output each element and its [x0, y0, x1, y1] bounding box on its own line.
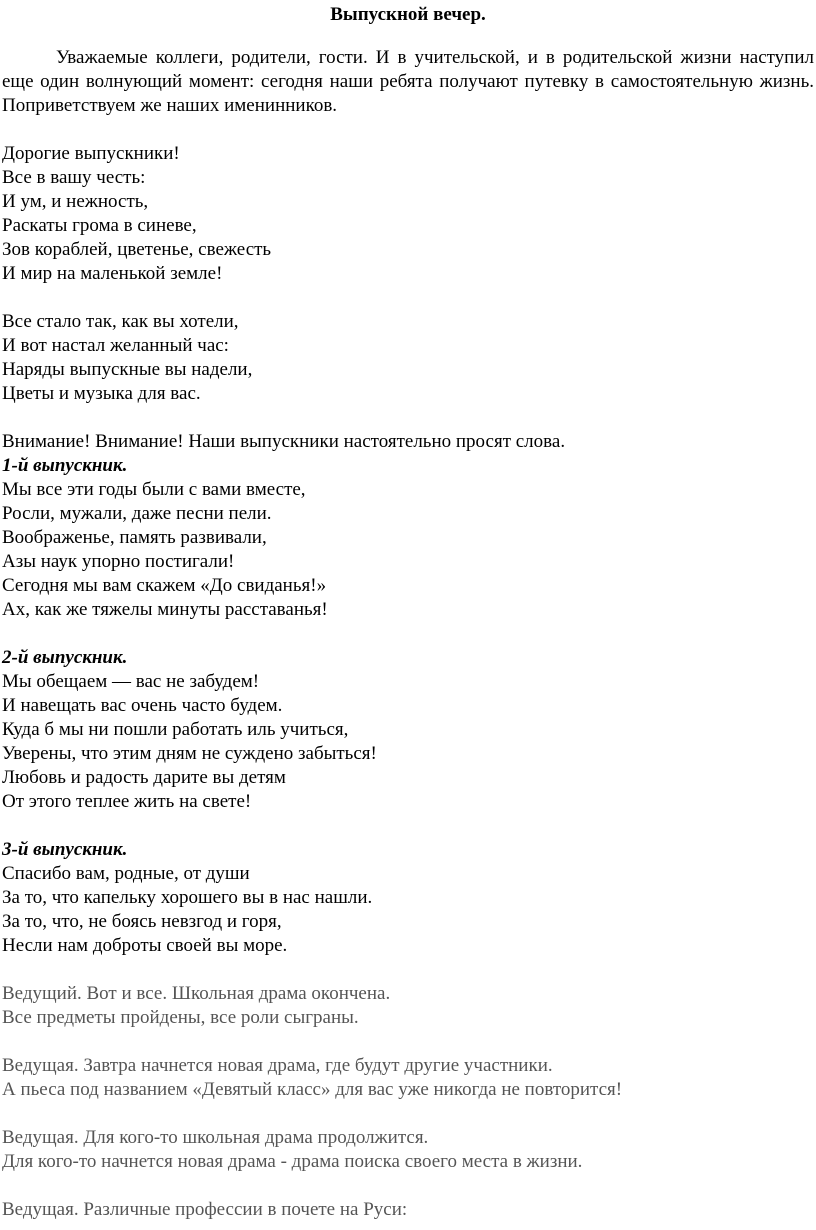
host-section-3	[2, 1126, 814, 1174]
verse-line: Куда б мы ни пошли работать иль учиться,	[2, 719, 349, 740]
verse-line: Несли нам доброты своей вы море.	[2, 935, 288, 956]
verse-line: Зов кораблей, цветенье, свежесть	[2, 239, 272, 260]
verse-line: Раскаты грома в синеве,	[2, 215, 197, 236]
verse-line: Цветы и музыка для вас.	[2, 383, 201, 404]
intro-paragraph: Уважаемые коллеги, родители, гости. И в учительской, и в родительской жизни наступил еще один волнующий момент: сегодня наши ребята получают путевку в самостоятельную жизнь. Поприветствуем же наших именинников.	[2, 47, 814, 116]
graduate-2-section	[2, 646, 814, 814]
graduate-1-section	[2, 430, 814, 622]
document-title: Выпускной вечер.	[330, 4, 486, 25]
verse-line: Ах, как же тяжелы минуты расставанья!	[2, 599, 328, 620]
verse-line: Дорогие выпускники!	[2, 143, 180, 164]
verse-line: Сегодня мы вам скажем «До свиданья!»	[2, 575, 327, 596]
host-line: Ведущая. Завтра начнется новая драма, где будут другие участники.	[2, 1055, 553, 1076]
host-line: Для кого-то начнется новая драма - драма поиска своего места в жизни.	[2, 1151, 583, 1172]
host-section-4	[2, 1198, 814, 1222]
graduate-2-label: 2-й выпускник.	[2, 647, 128, 668]
verse-line: Азы наук упорно постигали!	[2, 551, 235, 572]
verse-line: Наряды выпускные вы надели,	[2, 359, 253, 380]
host-line: Ведущая. Различные профессии в почете на Руси:	[2, 1199, 408, 1220]
verse-line: Росли, мужали, даже песни пели.	[2, 503, 272, 524]
spacer	[2, 814, 814, 838]
verse-line: И навещать вас очень часто будем.	[2, 695, 283, 716]
stanza-2	[2, 310, 814, 406]
spacer	[2, 958, 814, 982]
verse-line: Все в вашу честь:	[2, 167, 146, 188]
verse-line: Мы обещаем — вас не забудем!	[2, 671, 260, 692]
host-section-2	[2, 1054, 814, 1102]
verse-line: Воображенье, память развивали,	[2, 527, 267, 548]
verse-line: Любовь и радость дарите вы детям	[2, 767, 286, 788]
verse-line: Спасибо вам, родные, от души	[2, 863, 250, 884]
spacer	[2, 622, 814, 646]
graduate-3-label: 3-й выпускник.	[2, 839, 128, 860]
spacer	[2, 286, 814, 310]
spacer	[2, 1174, 814, 1198]
verse-line: Все стало так, как вы хотели,	[2, 311, 239, 332]
verse-line: И ум, и нежность,	[2, 191, 149, 212]
spacer	[2, 1102, 814, 1126]
verse-line: И вот настал желанный час:	[2, 335, 229, 356]
attention-line: Внимание! Внимание! Наши выпускники настоятельно просят слова.	[2, 431, 566, 452]
graduate-3-section	[2, 838, 814, 958]
spacer	[2, 118, 814, 142]
verse-line: От этого теплее жить на свете!	[2, 791, 252, 812]
spacer	[2, 1030, 814, 1054]
verse-line: И мир на маленькой земле!	[2, 263, 223, 284]
graduate-1-label: 1-й выпускник.	[2, 455, 128, 476]
spacer	[2, 406, 814, 430]
stanza-1	[2, 142, 814, 286]
verse-line: За то, что, не боясь невзгод и горя,	[2, 911, 282, 932]
verse-line: Уверены, что этим дням не суждено забыться!	[2, 743, 377, 764]
verse-line: За то, что капельку хорошего вы в нас нашли.	[2, 887, 373, 908]
host-line: Ведущий. Вот и все. Школьная драма окончена.	[2, 983, 391, 1004]
host-line: Ведущая. Для кого-то школьная драма продолжится.	[2, 1127, 429, 1148]
host-line: А пьеса под названием «Девятый класс» для вас уже никогда не повторится!	[2, 1079, 623, 1100]
host-section-1	[2, 982, 814, 1030]
host-line: Все предметы пройдены, все роли сыграны.	[2, 1007, 359, 1028]
verse-line: Мы все эти годы были с вами вместе,	[2, 479, 306, 500]
